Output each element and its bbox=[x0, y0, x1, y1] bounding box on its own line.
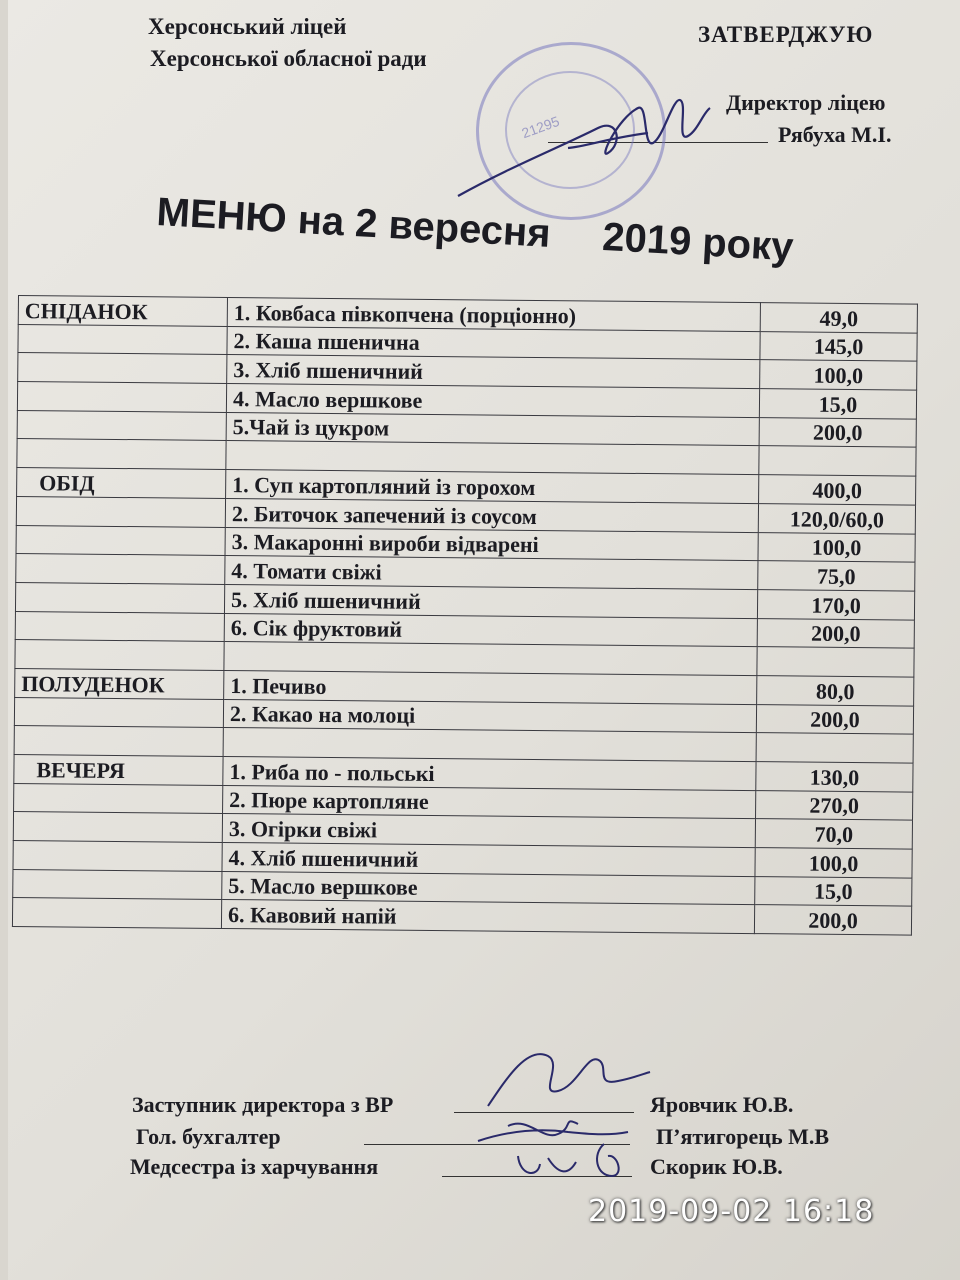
menu-amount-cell bbox=[756, 733, 913, 763]
school-name-line1: Херсонський ліцей bbox=[148, 14, 347, 39]
menu-item-cell: 2. Каша пшенична bbox=[227, 326, 760, 360]
menu-title-date: МЕНЮ на 2 вересня bbox=[155, 190, 552, 256]
menu-amount-cell: 15,0 bbox=[755, 876, 912, 906]
menu-table-body bbox=[12, 296, 917, 936]
menu-amount-cell: 200,0 bbox=[756, 704, 913, 734]
menu-amount-cell: 100,0 bbox=[755, 848, 912, 878]
menu-item-cell: 5. Масло вершкове bbox=[222, 871, 755, 905]
menu-item-cell: 4. Томати свіжі bbox=[225, 556, 758, 590]
menu-amount-cell: 200,0 bbox=[754, 905, 911, 935]
menu-meal-cell: ВЕЧЕРЯ bbox=[14, 754, 223, 785]
director-name: Рябуха М.І. bbox=[778, 122, 892, 147]
menu-amount-cell bbox=[759, 446, 916, 476]
menu-meal-cell bbox=[16, 525, 225, 556]
stamp-number: 21295 bbox=[519, 112, 562, 142]
deputy-name: Яровчик Ю.В. bbox=[650, 1092, 794, 1117]
menu-amount-cell: 200,0 bbox=[759, 417, 916, 447]
menu-amount-cell: 100,0 bbox=[758, 532, 915, 562]
menu-meal-cell bbox=[15, 640, 224, 671]
nurse-name: Скорик Ю.В. bbox=[650, 1154, 783, 1179]
director-title: Директор ліцею bbox=[726, 90, 886, 115]
approve-heading: ЗАТВЕРДЖУЮ bbox=[698, 22, 874, 47]
menu-item-cell: 1. Печиво bbox=[224, 670, 757, 704]
nurse-title: Медсестра із харчування bbox=[130, 1154, 379, 1179]
menu-amount-cell: 70,0 bbox=[755, 819, 912, 849]
menu-amount-cell: 145,0 bbox=[760, 331, 917, 361]
menu-amount-cell: 200,0 bbox=[757, 618, 914, 648]
deputy-title: Заступник директора з ВР bbox=[132, 1092, 394, 1117]
menu-meal-cell bbox=[17, 410, 226, 441]
menu-meal-cell bbox=[14, 783, 223, 814]
menu-meal-cell bbox=[16, 496, 225, 527]
menu-item-cell: 2. Пюре картопляне bbox=[223, 785, 756, 819]
photo-timestamp: 2019-09-02 16:18 bbox=[588, 1194, 875, 1229]
menu-meal-cell bbox=[13, 841, 222, 872]
menu-meal-cell bbox=[18, 324, 227, 355]
menu-meal-cell bbox=[13, 869, 222, 900]
menu-title-year: 2019 року bbox=[601, 214, 795, 270]
school-name-line2: Херсонської обласної ради bbox=[150, 46, 427, 71]
menu-item-cell: 3. Макаронні вироби відварені bbox=[225, 527, 758, 561]
menu-amount-cell: 15,0 bbox=[759, 389, 916, 419]
document-sheet bbox=[8, 0, 960, 1280]
menu-meal-cell bbox=[16, 554, 225, 585]
menu-item-cell: 1. Ковбаса півкопчена (порціонно) bbox=[227, 298, 760, 332]
director-signature bbox=[448, 88, 718, 208]
menu-meal-cell bbox=[15, 611, 224, 642]
menu-amount-cell bbox=[757, 647, 914, 677]
menu-item-cell: 2. Какао на молоці bbox=[223, 699, 756, 733]
menu-meal-cell bbox=[17, 382, 226, 413]
menu-item-cell: 5. Хліб пшеничний bbox=[224, 584, 757, 618]
menu-item-cell: 1. Суп картопляний із горохом bbox=[226, 470, 759, 504]
menu-amount-cell: 130,0 bbox=[756, 762, 913, 792]
menu-amount-cell: 170,0 bbox=[757, 589, 914, 619]
menu-item-cell: 3. Хліб пшеничний bbox=[227, 355, 760, 389]
menu-meal-cell: ПОЛУДЕНОК bbox=[15, 668, 224, 699]
menu-item-cell: 6. Сік фруктовий bbox=[224, 613, 757, 647]
menu-amount-cell: 75,0 bbox=[758, 561, 915, 591]
menu-meal-cell bbox=[17, 439, 226, 470]
accountant-name: П’ятигорець М.В bbox=[656, 1124, 830, 1149]
menu-meal-cell bbox=[14, 726, 223, 757]
menu-item-cell: 2. Биточок запечений із соусом bbox=[225, 498, 758, 532]
menu-table bbox=[12, 295, 918, 936]
menu-item-cell: 5.Чай із цукром bbox=[226, 412, 759, 446]
menu-meal-cell bbox=[13, 812, 222, 843]
menu-item-cell: 1. Риба по - польські bbox=[223, 756, 756, 790]
menu-meal-cell bbox=[18, 353, 227, 384]
menu-amount-cell: 270,0 bbox=[756, 790, 913, 820]
footer-signatures bbox=[468, 1036, 658, 1186]
menu-meal-cell bbox=[15, 582, 224, 613]
menu-meal-cell bbox=[14, 697, 223, 728]
menu-item-cell: 4. Хліб пшеничний bbox=[222, 843, 755, 877]
menu-item-cell: 3. Огірки свіжі bbox=[222, 814, 755, 848]
menu-item-cell: 4. Масло вершкове bbox=[226, 384, 759, 418]
menu-meal-cell: СНІДАНОК bbox=[18, 296, 227, 327]
menu-meal-cell bbox=[12, 898, 221, 929]
menu-amount-cell: 80,0 bbox=[757, 676, 914, 706]
menu-amount-cell: 49,0 bbox=[760, 303, 917, 333]
menu-item-cell: 6. Кавовий напій bbox=[221, 900, 754, 934]
accountant-title: Гол. бухгалтер bbox=[136, 1124, 281, 1149]
menu-meal-cell: ОБІД bbox=[17, 468, 226, 499]
menu-amount-cell: 400,0 bbox=[759, 475, 916, 505]
menu-amount-cell: 100,0 bbox=[760, 360, 917, 390]
menu-amount-cell: 120,0/60,0 bbox=[758, 503, 915, 533]
